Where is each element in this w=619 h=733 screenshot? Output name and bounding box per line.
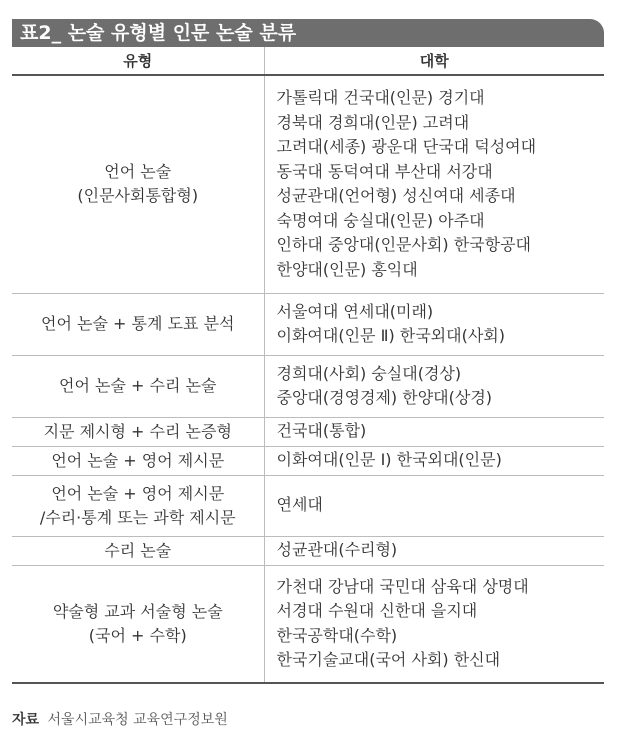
type-cell — [12, 475, 264, 536]
type-cell — [12, 75, 264, 293]
table-header — [12, 47, 604, 75]
table-body — [12, 75, 604, 683]
university-cell — [264, 536, 604, 565]
type-cell — [12, 446, 264, 475]
university-cell — [264, 75, 604, 293]
type-line: 언어 논술 + 영어 제시문 — [51, 483, 225, 503]
university-line: 경북대 경희대(인문) 고려대 — [276, 112, 470, 132]
university-line: 동국대 동덕여대 부산대 서강대 — [276, 161, 493, 181]
header-university: 대학 — [264, 47, 604, 75]
type-cell — [12, 565, 264, 683]
source-text: 서울시교육청 교육연구정보원 — [47, 712, 228, 728]
university-line: 이화여대(인문 Ⅰ) 한국외대(인문) — [276, 450, 502, 470]
table-row — [12, 475, 604, 536]
table-row — [12, 293, 604, 355]
table-row — [12, 355, 604, 417]
type-line: /수리·통계 또는 과학 제시문 — [39, 507, 236, 527]
university-cell — [264, 475, 604, 536]
university-line: 한국기술교대(국어 사회) 한신대 — [276, 650, 501, 670]
university-line: 숙명여대 숭실대(인문) 아주대 — [276, 210, 485, 230]
university-cell — [264, 293, 604, 355]
university-line: 서경대 수원대 신한대 을지대 — [276, 601, 478, 621]
type-line: 지문 제시형 + 수리 논증형 — [43, 421, 232, 441]
university-line: 가톨릭대 건국대(인문) 경기대 — [276, 88, 485, 108]
table-title: 표2_ 논술 유형별 인문 논술 분류 — [12, 19, 604, 47]
university-line: 중앙대(경영경제) 한양대(상경) — [276, 388, 493, 407]
type-line: 약술형 교과 서술형 논술 — [52, 601, 223, 621]
source-note — [12, 709, 228, 729]
type-cell — [12, 536, 264, 565]
table-row — [12, 417, 604, 446]
type-cell — [12, 293, 264, 355]
university-cell — [264, 565, 604, 683]
university-cell — [264, 355, 604, 417]
table-row — [12, 75, 604, 293]
university-line: 서울여대 연세대(미래) — [276, 301, 434, 321]
university-line: 경희대(사회) 숭실대(경상) — [276, 363, 462, 383]
type-cell — [12, 355, 264, 417]
type-line: (인문사회통합형) — [77, 186, 199, 206]
university-line: 성균관대(수리형) — [276, 540, 398, 560]
source-label: 자료 — [12, 712, 40, 728]
classification-table — [12, 47, 604, 684]
university-line: 건국대(통합) — [276, 421, 367, 441]
header-type: 유형 — [12, 47, 264, 75]
university-cell — [264, 446, 604, 475]
university-line: 인하대 중앙대(인문사회) 한국항공대 — [276, 235, 531, 255]
type-line: 언어 논술 — [104, 162, 172, 182]
university-cell — [264, 417, 604, 446]
university-line: 이화여대(인문 Ⅱ) 한국외대(사회) — [276, 326, 505, 345]
type-cell — [12, 417, 264, 446]
type-line: 언어 논술 + 통계 도표 분석 — [41, 314, 235, 333]
university-line: 연세대 — [276, 495, 323, 515]
university-line: 한양대(인문) 홍익대 — [276, 259, 418, 279]
university-line: 고려대(세종) 광운대 단국대 덕성여대 — [276, 137, 537, 157]
type-line: (국어 + 수학) — [88, 625, 187, 645]
university-line: 한국공학대(수학) — [276, 625, 398, 645]
type-line: 언어 논술 + 영어 제시문 — [51, 450, 225, 470]
table-row — [12, 565, 604, 683]
university-line: 성균관대(언어형) 성신여대 세종대 — [276, 186, 516, 206]
type-line: 언어 논술 + 수리 논술 — [59, 376, 217, 395]
table-row — [12, 536, 604, 565]
table-row — [12, 446, 604, 475]
university-line: 가천대 강남대 국민대 삼육대 상명대 — [276, 576, 529, 596]
type-line: 수리 논술 — [104, 540, 172, 560]
